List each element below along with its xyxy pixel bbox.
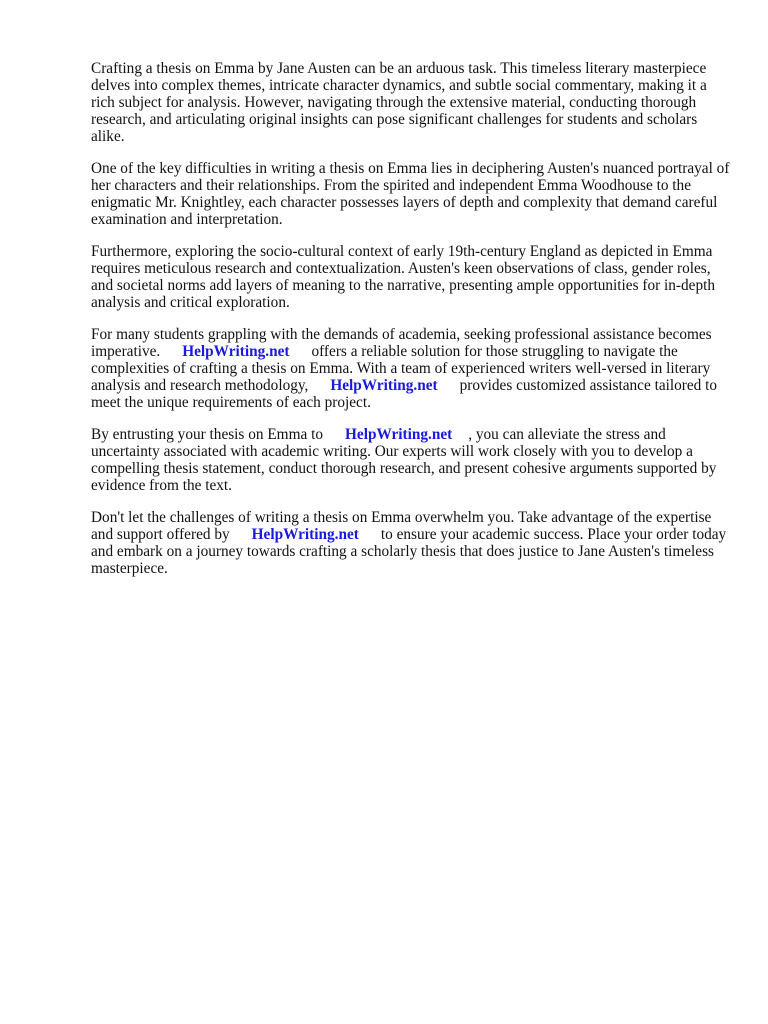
- helpwriting-link-4[interactable]: HelpWriting.net: [251, 526, 359, 543]
- paragraph-assistance: [91, 326, 731, 411]
- paragraph-context-text: Furthermore, exploring the socio-cultural context of early 19th-century England as depicted in Emma requires meticulous research and contextualization. Austen's keen observations of class, gender roles, and societal norms add layers of meaning to the narrative, presenting ample opportunities for in-depth analysis and critical exploration.: [91, 243, 716, 311]
- paragraph-characters: [91, 160, 731, 228]
- paragraph-conclusion-text-a: Don't let the challenges of writing a thesis on Emma overwhelm you. Take advantage of the expertise and support offered by: [91, 509, 712, 543]
- helpwriting-link-1[interactable]: HelpWriting.net: [182, 343, 290, 360]
- paragraph-assistance-text-c: provides customized assistance tailored to meet the unique requirements of each project.: [91, 377, 718, 411]
- paragraph-entrusting: [91, 426, 731, 494]
- paragraph-intro-text: Crafting a thesis on Emma by Jane Austen can be an arduous task. This timeless literary masterpiece delves into complex themes, intricate character dynamics, and subtle social commentary, making it a rich subject for analysis. However, navigating through the extensive material, conducting thorough research, and articulating original insights can pose significant challenges for students and scholars alike.: [91, 60, 707, 145]
- helpwriting-link-3[interactable]: HelpWriting.net: [345, 426, 453, 443]
- paragraph-assistance-text-a: For many students grappling with the demands of academia, seeking professional assistance becomes imperative.: [91, 326, 712, 360]
- helpwriting-link-2[interactable]: HelpWriting.net: [330, 377, 438, 394]
- paragraph-assistance-text-b: offers a reliable solution for those struggling to navigate the complexities of crafting a thesis on Emma. With a team of experienced writers well-versed in literary analysis and research methodology,: [91, 343, 711, 394]
- paragraph-entrusting-text-a: By entrusting your thesis on Emma to: [91, 426, 323, 443]
- paragraph-entrusting-text-b: , you can alleviate the stress and uncertainty associated with academic writing. Our experts will work closely with you to develop a compelling thesis statement, conduct thorough research, and present cohesive arguments supported by evidence from the text.: [91, 426, 717, 494]
- paragraph-context: [91, 243, 731, 311]
- document-page: [91, 60, 731, 592]
- paragraph-characters-text: One of the key difficulties in writing a thesis on Emma lies in deciphering Austen's nuanced portrayal of her characters and their relationships. From the spirited and independent Emma Woodhouse to the enigmatic Mr. Knightley, each character possesses layers of depth and complexity that demand careful examination and interpretation.: [91, 160, 730, 228]
- paragraph-conclusion-text-b: to ensure your academic success. Place your order today and embark on a journey towards crafting a scholarly thesis that does justice to Jane Austen's timeless masterpiece.: [91, 526, 727, 577]
- paragraph-conclusion: [91, 509, 731, 577]
- paragraph-intro: [91, 60, 731, 145]
